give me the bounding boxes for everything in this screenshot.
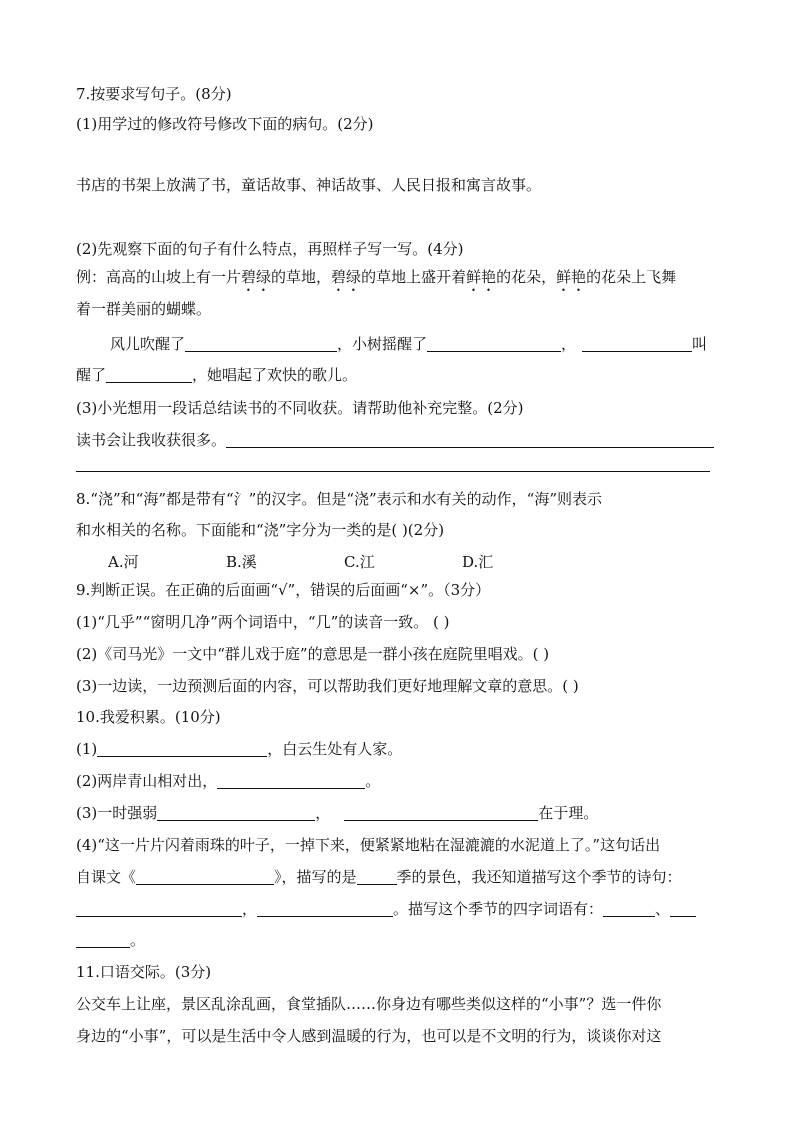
example-emphasis: 鲜艳 (556, 268, 587, 286)
example-text: 的花朵上飞舞 (586, 268, 677, 286)
option-a[interactable]: A.河 (108, 553, 139, 571)
q10-item-4-line2: 自课文《 》，描写的是 季的景色，我还知道描写这个季节的诗句： (76, 868, 682, 886)
example-text: 的草地上盛开着 (361, 268, 467, 286)
q7-part3-title: (3)小光想用一段话总结读书的不同收获。请帮助他补充完整。(2分) (76, 399, 524, 417)
option-b[interactable]: B.溪 (226, 553, 257, 571)
option-c[interactable]: C.江 (344, 553, 375, 571)
fill-blank[interactable] (185, 336, 337, 352)
q11-line2: 身边的“小事”，可以是生活中令人感到温暖的行为，也可以是不文明的行为，谈谈你对这 (76, 1027, 662, 1045)
fill-blank[interactable] (157, 805, 315, 821)
q7-fill-line1: 风儿吹醒了 ，小树摇醒了 ， 叫 (110, 335, 708, 353)
q7-example-line1 (76, 266, 676, 295)
fill-blank[interactable] (97, 741, 267, 757)
q9-title: 9.判断正误。在正确的后面画“√”，错误的后面画“×”。（3分） (76, 581, 491, 599)
fill-blank[interactable] (217, 773, 365, 789)
q9-item-3: (3)一边读，一边预测后面的内容，可以帮助我们更好地理解文章的意思。( ) (76, 677, 579, 695)
fill-blank[interactable] (670, 901, 696, 917)
example-text: 的草地， (271, 268, 332, 286)
fill-blank[interactable] (136, 869, 274, 885)
q8-line1: 8.“浇”和“海”都是带有“氵”的汉字。但是“浇”表示和水有关的动作，“海”则表示 (76, 490, 602, 508)
q10-item-4-line3: ， 。描写这个季节的四字词语有： 、 (76, 898, 696, 920)
q7-fill-line2: 醒了 ，她唱起了欢快的歌儿。 (76, 366, 358, 384)
q8-line2: 和水相关的名称。下面能和“浇”字分为一类的是( )(2分) (76, 521, 445, 539)
q10-item-4-line4: 。 (76, 929, 145, 951)
example-emphasis: 碧绿 (241, 268, 272, 286)
fill-blank[interactable] (76, 932, 130, 948)
q8-options (108, 551, 580, 573)
q9-item-1: (1)“几乎”“窗明几净”两个词语中，“几”的读音一致。 ( ) (76, 613, 450, 631)
fill-blank[interactable] (582, 336, 692, 352)
q10-title: 10.我爱积累。(10分) (76, 708, 221, 726)
answer-rule[interactable] (76, 471, 710, 472)
fill-blank[interactable] (427, 336, 561, 352)
fill-blank[interactable] (603, 901, 655, 917)
q7-part1-sentence: 书店的书架上放满了书，童话故事、神话故事、人民日报和寓言故事。 (76, 176, 542, 194)
option-d[interactable]: D.汇 (462, 553, 494, 571)
q9-item-2: (2)《司马光》一文中“群儿戏于庭”的意思是一群小孩在庭院里唱戏。( ) (76, 645, 550, 663)
fill-blank[interactable] (76, 901, 242, 917)
q10-item-2: (2)两岸青山相对出， 。 (76, 772, 381, 790)
q10-item-3: (3)一时强弱 ， 在于理。 (76, 804, 599, 822)
example-emphasis: 碧绿 (331, 268, 362, 286)
q7-part3-answer: 读书会让我收获很多。 (76, 429, 714, 451)
example-text: 例：高高的山坡上有一片 (76, 268, 242, 286)
q7-part2-title: (2)先观察下面的句子有什么特点，再照样子写一写。(4分) (76, 240, 464, 258)
q11-title: 11.口语交际。(3分) (76, 963, 212, 981)
fill-blank[interactable] (106, 367, 192, 383)
q7-title: 7.按要求写句子。(8分) (76, 85, 232, 103)
q10-item-4-line1: (4)“这一片片闪着雨珠的叶子，一掉下来，便紧紧地粘在湿漉漉的水泥道上了。”这句话出 (76, 836, 661, 854)
q7-example-line2: 着一群美丽的蝴蝶。 (76, 300, 212, 318)
q10-item-1: (1) ，白云生处有人家。 (76, 740, 403, 758)
q7-part1-title: (1)用学过的修改符号修改下面的病句。(2分) (76, 115, 374, 133)
fill-blank[interactable] (344, 805, 538, 821)
answer-blank[interactable] (226, 432, 714, 448)
fill-blank[interactable] (357, 869, 397, 885)
example-text: 的花朵， (496, 268, 557, 286)
fill-blank[interactable] (257, 901, 393, 917)
q11-line1: 公交车上让座，景区乱涂乱画，食堂插队……你身边有哪些类似这样的“小事”？选一件你 (76, 995, 662, 1013)
example-emphasis: 鲜艳 (466, 268, 497, 286)
